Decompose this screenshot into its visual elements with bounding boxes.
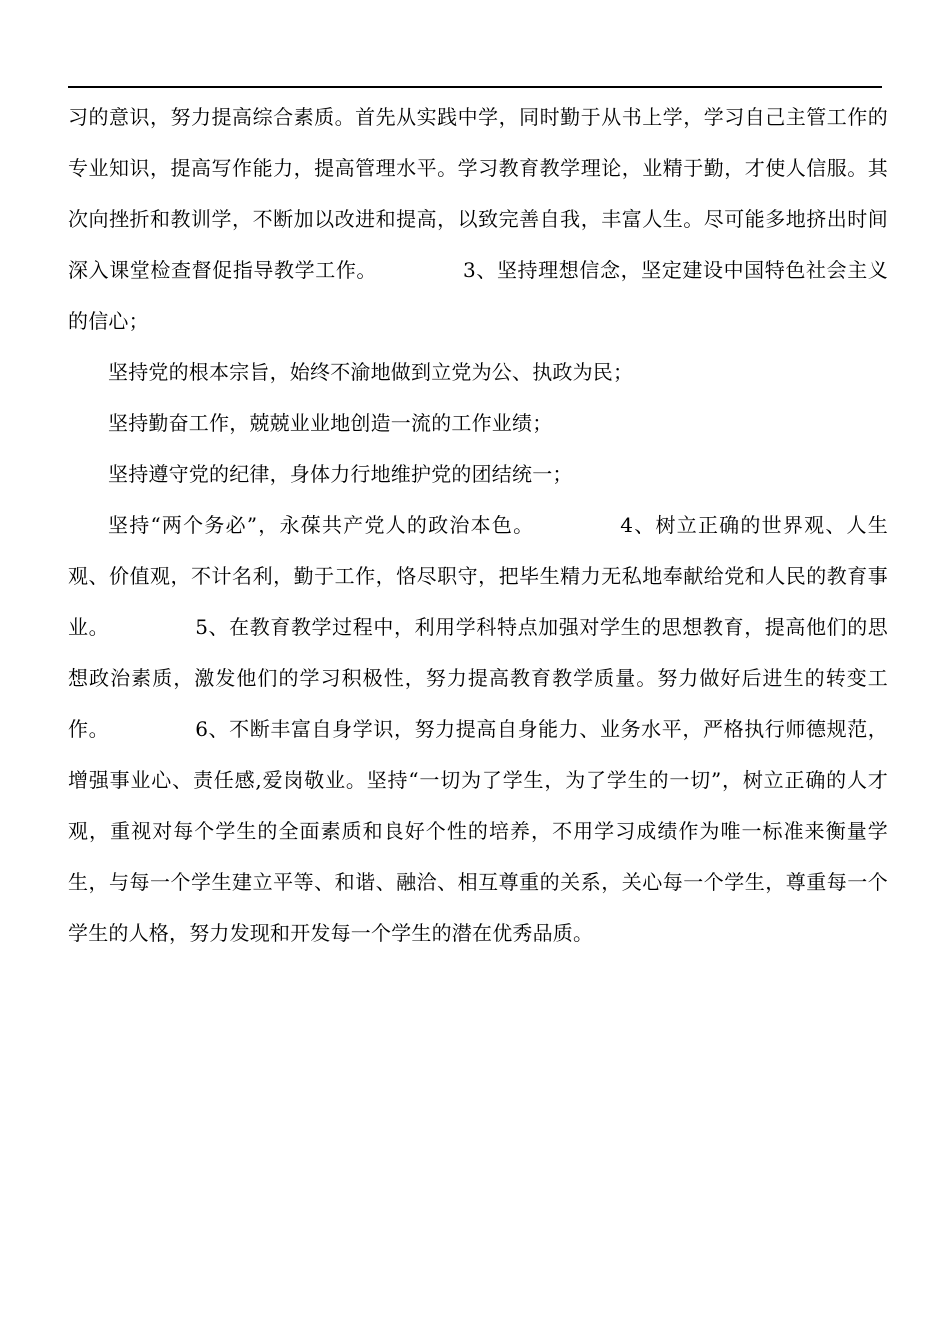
text-segment: 6、不断丰富自身学识，努力提高自身能力、业务水平，严格执行师德规范，增强事业心、责任感,爱岗敬业。坚持“一切为了学生，为了学生的一切”，树立正确的人才观，重视对每个学生的全面素质和良好个性的培养，不用学习成绩作为唯一标准来衡量学生，与每一个学生建立平等、和谐、融洽、相互尊重的关系，关心每一个学生，尊重每一个学生的人格，努力发现和开发每一个学生的潜在优秀品质。 xyxy=(68,717,889,945)
header-rule xyxy=(68,86,882,88)
document-body xyxy=(68,92,888,959)
paragraph-study-and-goal-3 xyxy=(68,92,888,347)
text-segment: 坚持“两个务必”，永葆共产党人的政治本色。 xyxy=(108,513,535,537)
text-segment: 坚持勤奋工作，兢兢业业地创造一流的工作业绩； xyxy=(108,411,553,435)
text-segment: 坚持遵守党的纪律，身体力行地维护党的团结统一； xyxy=(108,462,573,486)
paragraph-diligent-work xyxy=(68,398,888,449)
paragraph-goals-4-5-6 xyxy=(68,500,888,959)
paragraph-party-discipline xyxy=(68,449,888,500)
text-segment: 习的意识，努力提高综合素质。首先从实践中学，同时勤于从书上学，学习自己主管工作的专业知识，提高写作能力，提高管理水平。学习教育教学理论，业精于勤，才使人信服。其次向挫折和教训学，不断加以改进和提高，以致完善自我，丰富人生。尽可能多地挤出时间深入课堂检查督促指导教学工作。 xyxy=(68,105,888,282)
text-segment: 5、在教育教学过程中，利用学科特点加强对学生的思想教育，提高他们的思想政治素质，激发他们的学习积极性，努力提高教育教学质量。努力做好后进生的转变工作。 xyxy=(68,615,889,741)
text-segment: 4、树立正确的世界观、人生观、价值观，不计名利，勤于工作，恪尽职守，把毕生精力无私地奉献给党和人民的教育事业。 xyxy=(68,513,888,639)
text-segment: 坚持党的根本宗旨，始终不渝地做到立党为公、执政为民； xyxy=(108,360,634,384)
text-segment: 3、坚持理想信念，坚定建设中国特色社会主义的信心； xyxy=(68,258,888,333)
paragraph-party-purpose xyxy=(68,347,888,398)
